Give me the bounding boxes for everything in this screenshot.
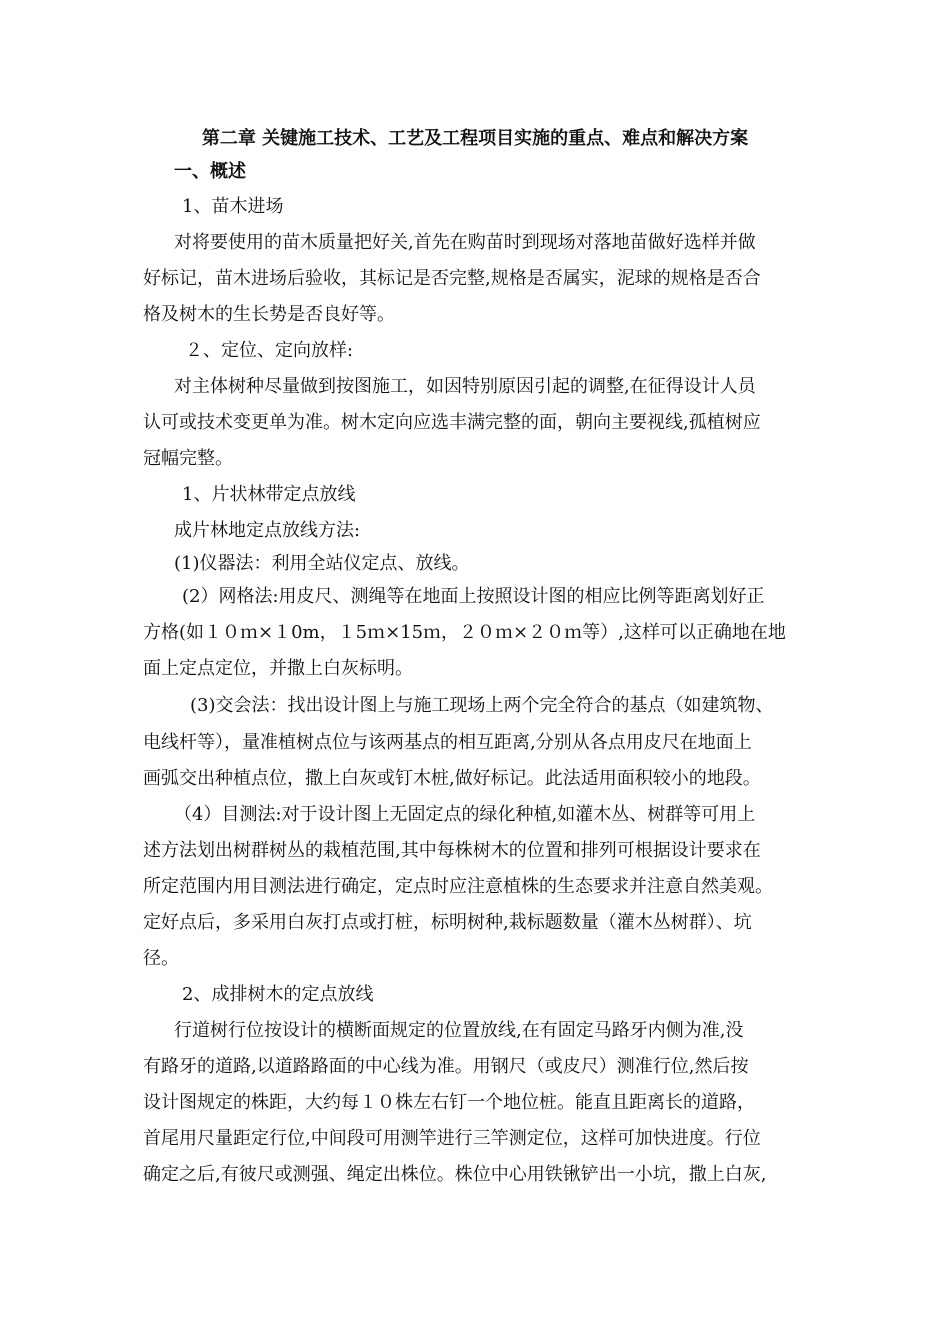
paragraph-line: 所定范围内用目测法进行确定，定点时应注意植株的生态要求并注意自然美观。 bbox=[143, 876, 773, 897]
paragraph-line: 方格(如１０ｍ×１0m，１5ｍ×15ｍ，２０ｍ×２０ｍ等）,这样可以正确地在地 bbox=[143, 622, 786, 643]
paragraph-line: 成片林地定点放线方法: bbox=[174, 520, 361, 541]
subheading-seedling-entry: 1、苗木进场 bbox=[182, 196, 284, 217]
paragraph-line: 冠幅完整。 bbox=[143, 448, 233, 469]
paragraph-line: （4）目测法:对于设计图上无固定点的绿化种植,如灌木丛、树群等可用上 bbox=[174, 804, 756, 825]
paragraph-line: 格及树木的生长势是否良好等。 bbox=[143, 304, 395, 325]
paragraph-line: 径。 bbox=[143, 948, 179, 969]
paragraph-line: 述方法划出树群树丛的栽植范围,其中每株树木的位置和排列可根据设计要求在 bbox=[143, 840, 761, 861]
paragraph-line: 好标记，苗木进场后验收，其标记是否完整,规格是否属实，泥球的规格是否合 bbox=[143, 268, 761, 289]
paragraph-line: 设计图规定的株距，大约每１０株左右钉一个地位桩。能直且距离长的道路， bbox=[143, 1092, 755, 1113]
paragraph-line: 对主体树种尽量做到按图施工，如因特别原因引起的调整,在征得设计人员 bbox=[174, 376, 756, 397]
section-heading-overview: 一、概述 bbox=[174, 161, 246, 182]
paragraph-line: 定好点后，多采用白灰打点或打桩，标明树种,栽标题数量（灌木丛树群）、坑 bbox=[143, 912, 752, 933]
subheading-patch-forest: 1、片状林带定点放线 bbox=[182, 484, 356, 505]
paragraph-line: (1)仪器法：利用全站仪定点、放线。 bbox=[174, 553, 470, 574]
paragraph-line: 画弧交出种植点位，撒上白灰或钉木桩,做好标记。此法适用面积较小的地段。 bbox=[143, 768, 761, 789]
paragraph-line: 行道树行位按设计的横断面规定的位置放线,在有固定马路牙内侧为准,没 bbox=[174, 1020, 744, 1041]
paragraph-line: 首尾用尺量距定行位,中间段可用测竿进行三竿测定位，这样可加快进度。行位 bbox=[143, 1128, 761, 1149]
paragraph-line: 对将要使用的苗木质量把好关,首先在购苗时到现场对落地苗做好选样并做 bbox=[174, 232, 756, 253]
paragraph-line: (2）网格法:用皮尺、测绳等在地面上按照设计图的相应比例等距离划好正 bbox=[182, 586, 765, 607]
paragraph-line: 有路牙的道路,以道路路面的中心线为准。用钢尺（或皮尺）测准行位,然后按 bbox=[143, 1056, 749, 1077]
subheading-positioning: ２、定位、定向放样: bbox=[185, 340, 354, 361]
paragraph-line: 电线杆等），量准植树点位与该两基点的相互距离,分别从各点用皮尺在地面上 bbox=[143, 732, 752, 753]
paragraph-line: 面上定点定位，并撒上白灰标明。 bbox=[143, 658, 413, 679]
paragraph-line: 认可或技术变更单为准。树木定向应选丰满完整的面，朝向主要视线,孤植树应 bbox=[143, 412, 761, 433]
chapter-title: 第二章 关键施工技术、工艺及工程项目实施的重点、难点和解决方案 bbox=[201, 128, 749, 149]
paragraph-line: (3)交会法：找出设计图上与施工现场上两个完全符合的基点（如建筑物、 bbox=[190, 695, 774, 716]
subheading-row-trees: 2、成排树木的定点放线 bbox=[182, 984, 374, 1005]
paragraph-line: 确定之后,有彼尺或测强、绳定出株位。株位中心用铁锹铲出一小坑，撒上白灰, bbox=[143, 1164, 767, 1185]
